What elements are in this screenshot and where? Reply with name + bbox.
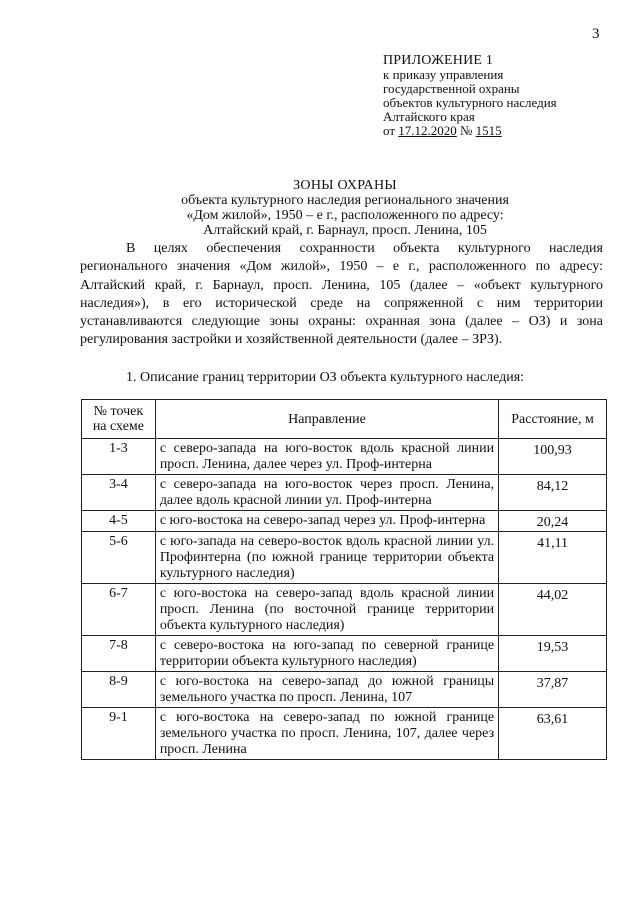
direction-cell: с юго-востока на северо-запад вдоль красной линии просп. Ленина (по восточной границе территории объекта культурного наследия) xyxy=(155,584,498,636)
header-distance: Расстояние, м xyxy=(499,400,607,439)
table-row xyxy=(82,636,607,672)
table-row xyxy=(82,511,607,532)
point-range-cell: 1-3 xyxy=(82,439,156,475)
appendix-header xyxy=(383,54,628,138)
table-row xyxy=(82,708,607,760)
distance-cell: 63,61 xyxy=(499,708,607,760)
heading-line: Алтайский край, г. Барнаул, просп. Ленина, 105 xyxy=(203,223,487,238)
heading-line: объекта культурного наследия регионального значения xyxy=(181,193,509,208)
direction-cell: с юго-запада на северо-восток вдоль красной линии ул. Профинтерна (по южной границе территории объекта культурного наследия) xyxy=(155,532,498,584)
distance-cell: 100,93 xyxy=(499,439,607,475)
order-date: 17.12.2020 xyxy=(398,123,457,138)
table-body xyxy=(82,439,607,760)
distance-cell: 84,12 xyxy=(499,475,607,511)
appendix-line: к приказу управления xyxy=(383,67,504,82)
distance-cell: 44,02 xyxy=(499,584,607,636)
table-row xyxy=(82,475,607,511)
direction-cell: с северо-запада на юго-восток вдоль красной линии просп. Ленина, далее через ул. Проф-интерна xyxy=(155,439,498,475)
appendix-date-line xyxy=(383,124,628,138)
header-points xyxy=(82,400,156,439)
section-title: 1. Описание границ территории ОЗ объекта культурного наследия: xyxy=(126,370,525,385)
table-row xyxy=(82,439,607,475)
page-number: 3 xyxy=(592,26,600,42)
point-range-cell: 7-8 xyxy=(82,636,156,672)
point-range-cell: 3-4 xyxy=(82,475,156,511)
table-row xyxy=(82,672,607,708)
intro-paragraph: В целях обеспечения сохранности объекта культурного наследия регионального значения «Дом жилой», 1950 – е г., расположенного по адресу: Алтайский край, г. Барнаул, просп. Ленина, 105 (далее – «объект культурного наследия»), в его исторической среде на сопряженной с ним территории устанавливаются следующие зоны охраны: охранная зона (далее – ОЗ) и зона регулирования застройки и хозяйственной деятельности (далее – ЗРЗ). xyxy=(80,241,603,348)
date-prefix: от xyxy=(383,123,396,138)
distance-cell: 37,87 xyxy=(499,672,607,708)
table-row xyxy=(82,532,607,584)
header-points-line: на схеме xyxy=(92,419,144,434)
direction-cell: с юго-востока на северо-запад по южной границе земельного участка по просп. Ленина, 107, далее через просп. Ленина xyxy=(155,708,498,760)
point-range-cell: 4-5 xyxy=(82,511,156,532)
point-range-cell: 9-1 xyxy=(82,708,156,760)
point-range-cell: 6-7 xyxy=(82,584,156,636)
document-heading xyxy=(110,178,580,238)
document-title: ЗОНЫ ОХРАНЫ xyxy=(293,178,397,193)
appendix-line: государственной охраны xyxy=(383,81,520,96)
heading-line: «Дом жилой», 1950 – е г., расположенного по адресу: xyxy=(186,208,504,223)
appendix-line: объектов культурного наследия xyxy=(383,95,557,110)
point-range-cell: 5-6 xyxy=(82,532,156,584)
distance-cell: 19,53 xyxy=(499,636,607,672)
header-direction: Направление xyxy=(155,400,498,439)
appendix-line: Алтайского края xyxy=(383,109,475,124)
direction-cell: с северо-востока на юго-запад по северной границе территории объекта культурного наследия) xyxy=(155,636,498,672)
boundary-table xyxy=(81,399,607,760)
distance-cell: 20,24 xyxy=(499,511,607,532)
table-header-row xyxy=(82,400,607,439)
appendix-title: ПРИЛОЖЕНИЕ 1 xyxy=(383,53,494,68)
number-prefix: № xyxy=(460,123,473,138)
distance-cell: 41,11 xyxy=(499,532,607,584)
table-row xyxy=(82,584,607,636)
header-points-line: № точек xyxy=(93,404,144,419)
direction-cell: с северо-запада на юго-восток через просп. Ленина, далее вдоль красной линии ул. Проф-интерна xyxy=(155,475,498,511)
order-number: 1515 xyxy=(475,123,502,138)
point-range-cell: 8-9 xyxy=(82,672,156,708)
direction-cell: с юго-востока на северо-запад до южной границы земельного участка по просп. Ленина, 107 xyxy=(155,672,498,708)
direction-cell: с юго-востока на северо-запад через ул. Проф-интерна xyxy=(155,511,498,532)
